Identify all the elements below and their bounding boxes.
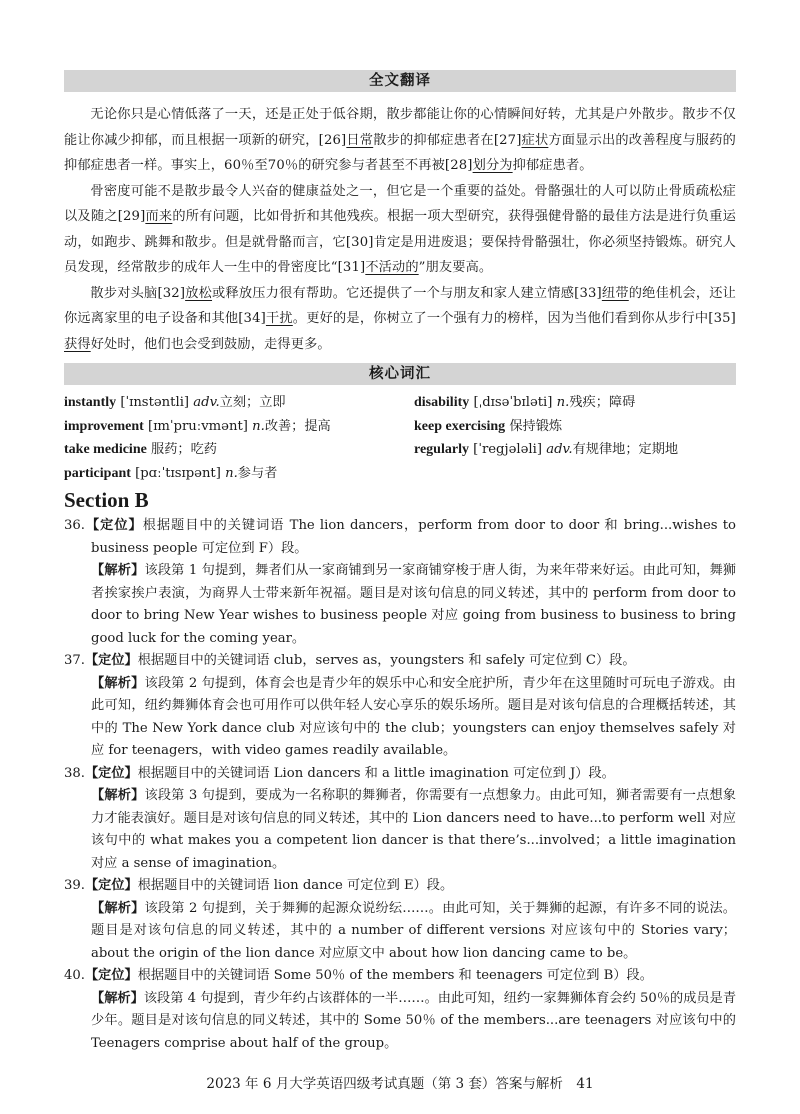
question-number: 37. [64,653,85,668]
locate-text: 根据题目中的关键词语 The lion dancers，perform from door to door 和 bring...wishes to business people 可定位到 F）段。 [91,518,736,556]
vocab-definition: 立刻；立即 [219,395,286,410]
vocab-word: take medicine [64,442,147,457]
vocab-phonetic: [ˈregjələli] [473,442,542,457]
analysis-tag: 【解析】 [91,563,145,578]
vocab-entry [414,391,736,415]
locate-tag: 【定位】 [84,765,138,781]
vocab-definition: 有规律地；定期地 [572,442,679,457]
question-number: 40. [64,968,85,983]
vocab-definition: 残疾；障碍 [569,395,636,410]
text-run: 。更好的是，你树立了一个强有力的榜样，因为当他们看到你从步行中[35] [292,311,736,326]
answer-29: 而来 [145,209,173,224]
vocab-definition: 保持锻炼 [509,418,563,434]
vocab-word: regularly [414,442,469,457]
analysis-line [64,785,736,875]
locate-tag: 【定位】 [84,878,138,893]
locate-tag: 【定位】 [84,968,138,983]
section-b-heading: Section B [64,488,149,512]
question-number: 38. [64,765,85,781]
text-run: 散步的抑郁症患者在[27] [373,132,522,148]
translation-paragraph-1 [64,102,736,179]
analysis-text: 该段第 2 句提到，体育会也是青少年的娱乐中心和安全庇护所，青少年在这里随时可玩电子游戏。由此可知，纽约舞狮体育会也可用作可以供年轻人安心享乐的娱乐场所。题目是对该句信息的合理概括转述，其中的 The New York dance club 对应该句中的 the club；youngsters can enjoy themselves safely 对应 for teenagers，with video games readily available。 [91,675,736,758]
locate-line [64,965,736,988]
answer-27: 症状 [521,132,549,148]
locate-line [64,763,736,786]
analysis-line [64,673,736,763]
answer-item-39 [64,875,736,965]
vocab-entry [414,438,736,462]
vocab-title: 核心词汇 [369,366,431,382]
answer-35: 获得 [64,336,91,352]
translation-paragraph-2 [64,179,736,281]
translation-header [64,70,736,92]
vocab-definition: 参与者 [237,465,278,481]
vocab-list [64,391,736,485]
vocab-phonetic: [ɪmˈpruːvmənt] [148,418,248,434]
vocab-pos: n. [556,395,570,410]
answer-32: 放松 [185,285,213,301]
vocab-phonetic: [ˈɪnstəntli] [120,395,190,410]
vocab-pos: n. [252,418,265,434]
answer-item-38 [64,763,736,876]
translation-body [64,102,736,357]
answer-item-40 [64,965,736,1055]
locate-line [64,515,736,560]
vocab-entry [414,415,736,439]
question-number: 36. [64,518,85,533]
vocab-pos: n. [225,465,238,481]
locate-line [64,875,736,898]
text-run: 抑郁症患者。 [512,158,593,173]
analysis-text: 该段第 1 句提到，舞者们从一家商铺到另一家商铺穿梭于唐人街，为来年带来好运。由此可知，舞狮者挨家挨户表演，为商界人士带来新年祝福。题目是对该句信息的同义转述，其中的 perform from door to door to bring New Year wishes to business people 对应 going from business to business to bring good luck for the coming year。 [91,563,736,646]
text-run: 方面显示出的改善程度与服药的抑郁症患者一样。事实上，60％至70％的研究参与者甚至不再被[28] [64,132,736,173]
vocab-column-left [64,391,400,485]
analysis-line [64,560,736,650]
analysis-tag: 【解析】 [91,900,145,916]
analysis-text: 该段第 3 句提到，要成为一名称职的舞狮者，你需要有一点想象力。由此可知，狮者需要有一点想象力才能表演好。题目是对该句信息的同义转述，其中的 Lion dancers need to have...to perform well 对应该句中的 what makes you a competent lion dancer is that there’s...involved；a little imagination 对应 a sense of imagination。 [91,788,736,871]
text-run: 或释放压力很有帮助。它还提供了一个与朋友和家人建立情感[33] [212,285,602,301]
text-run: 好处时，他们也会受到鼓励，走得更多。 [90,336,331,352]
vocab-entry [64,415,400,439]
vocab-entry [64,438,400,462]
text-run: 无论你只是心情低落了一天，还是正处于低谷期，散步都能让你的心情瞬间好转，尤其是户外散步。散步不仅能让你减少抑郁，而且根据一项新的研究，[26] [64,107,736,148]
locate-line [64,650,736,673]
locate-text: 根据题目中的关键词语 club，serves as，youngsters 和 safely 可定位到 C）段。 [137,653,636,668]
analysis-tag: 【解析】 [91,990,144,1006]
answer-31: 不活动的 [365,260,419,275]
vocab-definition: 改善；提高 [264,418,331,434]
text-run: 骨密度可能不是散步最令人兴奋的健康益处之一，但它是一个重要的益处。骨骼强壮的人可以防止骨质疏松症以及随之[29] [64,183,736,224]
analysis-tag: 【解析】 [91,788,145,803]
translation-paragraph-3 [64,281,736,358]
analysis-line [64,898,736,966]
vocab-word: keep exercising [414,418,506,434]
text-run: ”朋友要高。 [418,260,493,275]
question-number: 39. [64,878,85,893]
text-run: 散步对头脑[32] [90,285,186,301]
vocab-word: disability [414,395,470,410]
vocab-word: instantly [64,395,117,410]
answer-item-36 [64,515,736,650]
analysis-text: 该段第 4 句提到，青少年约占该群体的一半……。由此可知，纽约一家舞狮体育会约 50％的成员是青少年。题目是对该句信息的同义转述，其中的 Some 50％ of the members...are teenagers 对应该句中的 Teenagers comprise about half of the group。 [91,990,737,1051]
vocab-entry [64,391,400,415]
analysis-line [64,988,736,1056]
locate-tag: 【定位】 [84,653,138,668]
answer-28: 划分为 [472,158,513,173]
vocab-phonetic: [ˌdɪsəˈbɪləti] [473,395,553,410]
vocab-entry [64,462,400,486]
locate-text: 根据题目中的关键词语 Some 50％ of the members 和 teenagers 可定位到 B）段。 [137,968,653,983]
vocab-pos: adv. [546,442,573,457]
answer-26: 日常 [346,132,374,148]
locate-tag: 【定位】 [84,518,143,533]
translation-title: 全文翻译 [369,73,431,89]
vocab-word: participant [64,465,131,481]
page-footer: 2023 年 6 月大学英语四级考试真题（第 3 套）答案与解析 41 [206,1076,594,1092]
answer-34: 干扰 [265,311,293,326]
vocab-phonetic: [pɑːˈtɪsɪpənt] [135,465,221,481]
vocab-column-right [400,391,736,485]
vocab-header [64,363,736,385]
vocab-pos: adv. [193,395,220,410]
page-content [64,70,736,1055]
answer-33: 纽带 [601,285,629,301]
analysis-text: 该段第 2 句提到，关于舞狮的起源众说纷纭……。由此可知，关于舞狮的起源，有许多不同的说法。题目是对该句信息的同义转述，其中的 a number of different versions 对应该句中的 Stories vary；about the origin of the lion dance 对应原文中 about how lion dancing came to be。 [91,900,736,961]
locate-text: 根据题目中的关键词语 lion dance 可定位到 E）段。 [137,878,454,893]
text-run: 的绝佳机会，还让你远离家里的电子设备和其他[34] [64,285,736,326]
analysis-tag: 【解析】 [91,675,145,691]
text-run: 的所有问题，比如骨折和其他残疾。根据一项大型研究，获得强健骨骼的最佳方法是进行负重运动，如跑步、跳舞和散步。但是就骨骼而言，它[30]肯定是用进废退；要保持骨骼强壮，你必须坚持锻炼。研究人员发现，经常散步的成年人一生中的骨密度比“[31] [64,209,736,275]
vocab-definition: 服药；吃药 [151,442,217,457]
vocab-word: improvement [64,418,144,434]
locate-text: 根据题目中的关键词语 Lion dancers 和 a little imagination 可定位到 J）段。 [137,765,615,781]
answer-item-37 [64,650,736,763]
